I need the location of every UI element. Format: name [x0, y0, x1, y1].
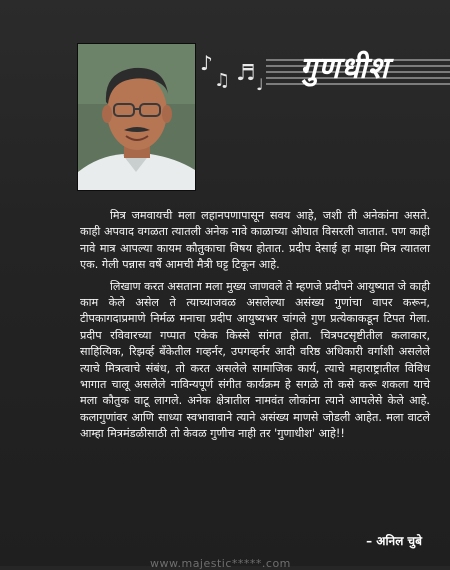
- music-note-icon: ♬: [236, 61, 256, 86]
- music-note-icon: ♫: [214, 70, 231, 91]
- book-title: गुणधीश: [300, 51, 390, 86]
- paragraph: मित्र जमवायची मला लहानपणापासून सवय आहे, जशी ती अनेकांना असते. काही अपवाद वगळता त्यातली अनेक नावे काळाच्या ओघात विसरली जातात. पण काही नावे मात्र आपल्या कायम कौतुकाचा विषय होतात. प्रदीप देसाई हा माझा मित्र त्यातला एक. गेली पन्नास वर्षे आमची मैत्री घट्ट टिकून आहे.: [80, 209, 430, 272]
- portrait-illustration: [78, 44, 195, 190]
- author-signature: – अनिल चुबे: [366, 534, 422, 548]
- watermark: www.majestic*****.com: [150, 557, 291, 570]
- author-photo: [78, 44, 195, 190]
- blurb-text: [80, 208, 430, 448]
- music-note-icon: ♪: [200, 51, 213, 75]
- music-note-icon: ♩: [256, 75, 264, 94]
- paragraph: लिखाण करत असताना मला मुख्य जाणवले ते म्हणजे प्रदीपने आयुष्यात जे काही काम केले असेल ते त्याच्याजवळ असलेल्या असंख्य गुणांचा वापर करून, टीपकागदाप्रमाणे निर्मळ मनाचा प्रदीप आयुष्यभर चांगले गुण प्रत्येकाकडून टिपत गेला. प्रदीप रविवारच्या गप्पात एकेक किस्से सांगत होता. चित्रपटसृष्टीतील कलाकार, साहित्यिक, रिझर्व्ह बँकेतील गव्हर्नर, उपगव्हर्नर आदी वरिष्ठ अधिकारी वर्गाशी असलेले त्याचे मित्रत्वाचे संबंध, तो करत असलेले सामाजिक कार्य, त्याचे महाराष्ट्रातील विविध भागात चालू असलेले नाविन्यपूर्ण संगीत कार्यक्रम हे सगळे तो कसे करू शकला याचे मला कौतुक वाटू लागले. अनेक क्षेत्रातील नामवंत लोकांना त्याने आपलेसे केले आहे. कलागुणांवर आणि साध्या स्वभावावाने त्याने असंख्य माणसे जोडली आहेत. मला वाटले आम्हा मित्रमंडळीसाठी तो केवळ गुणीच नाही तर 'गुणाधीश' आहे!!: [80, 279, 430, 441]
